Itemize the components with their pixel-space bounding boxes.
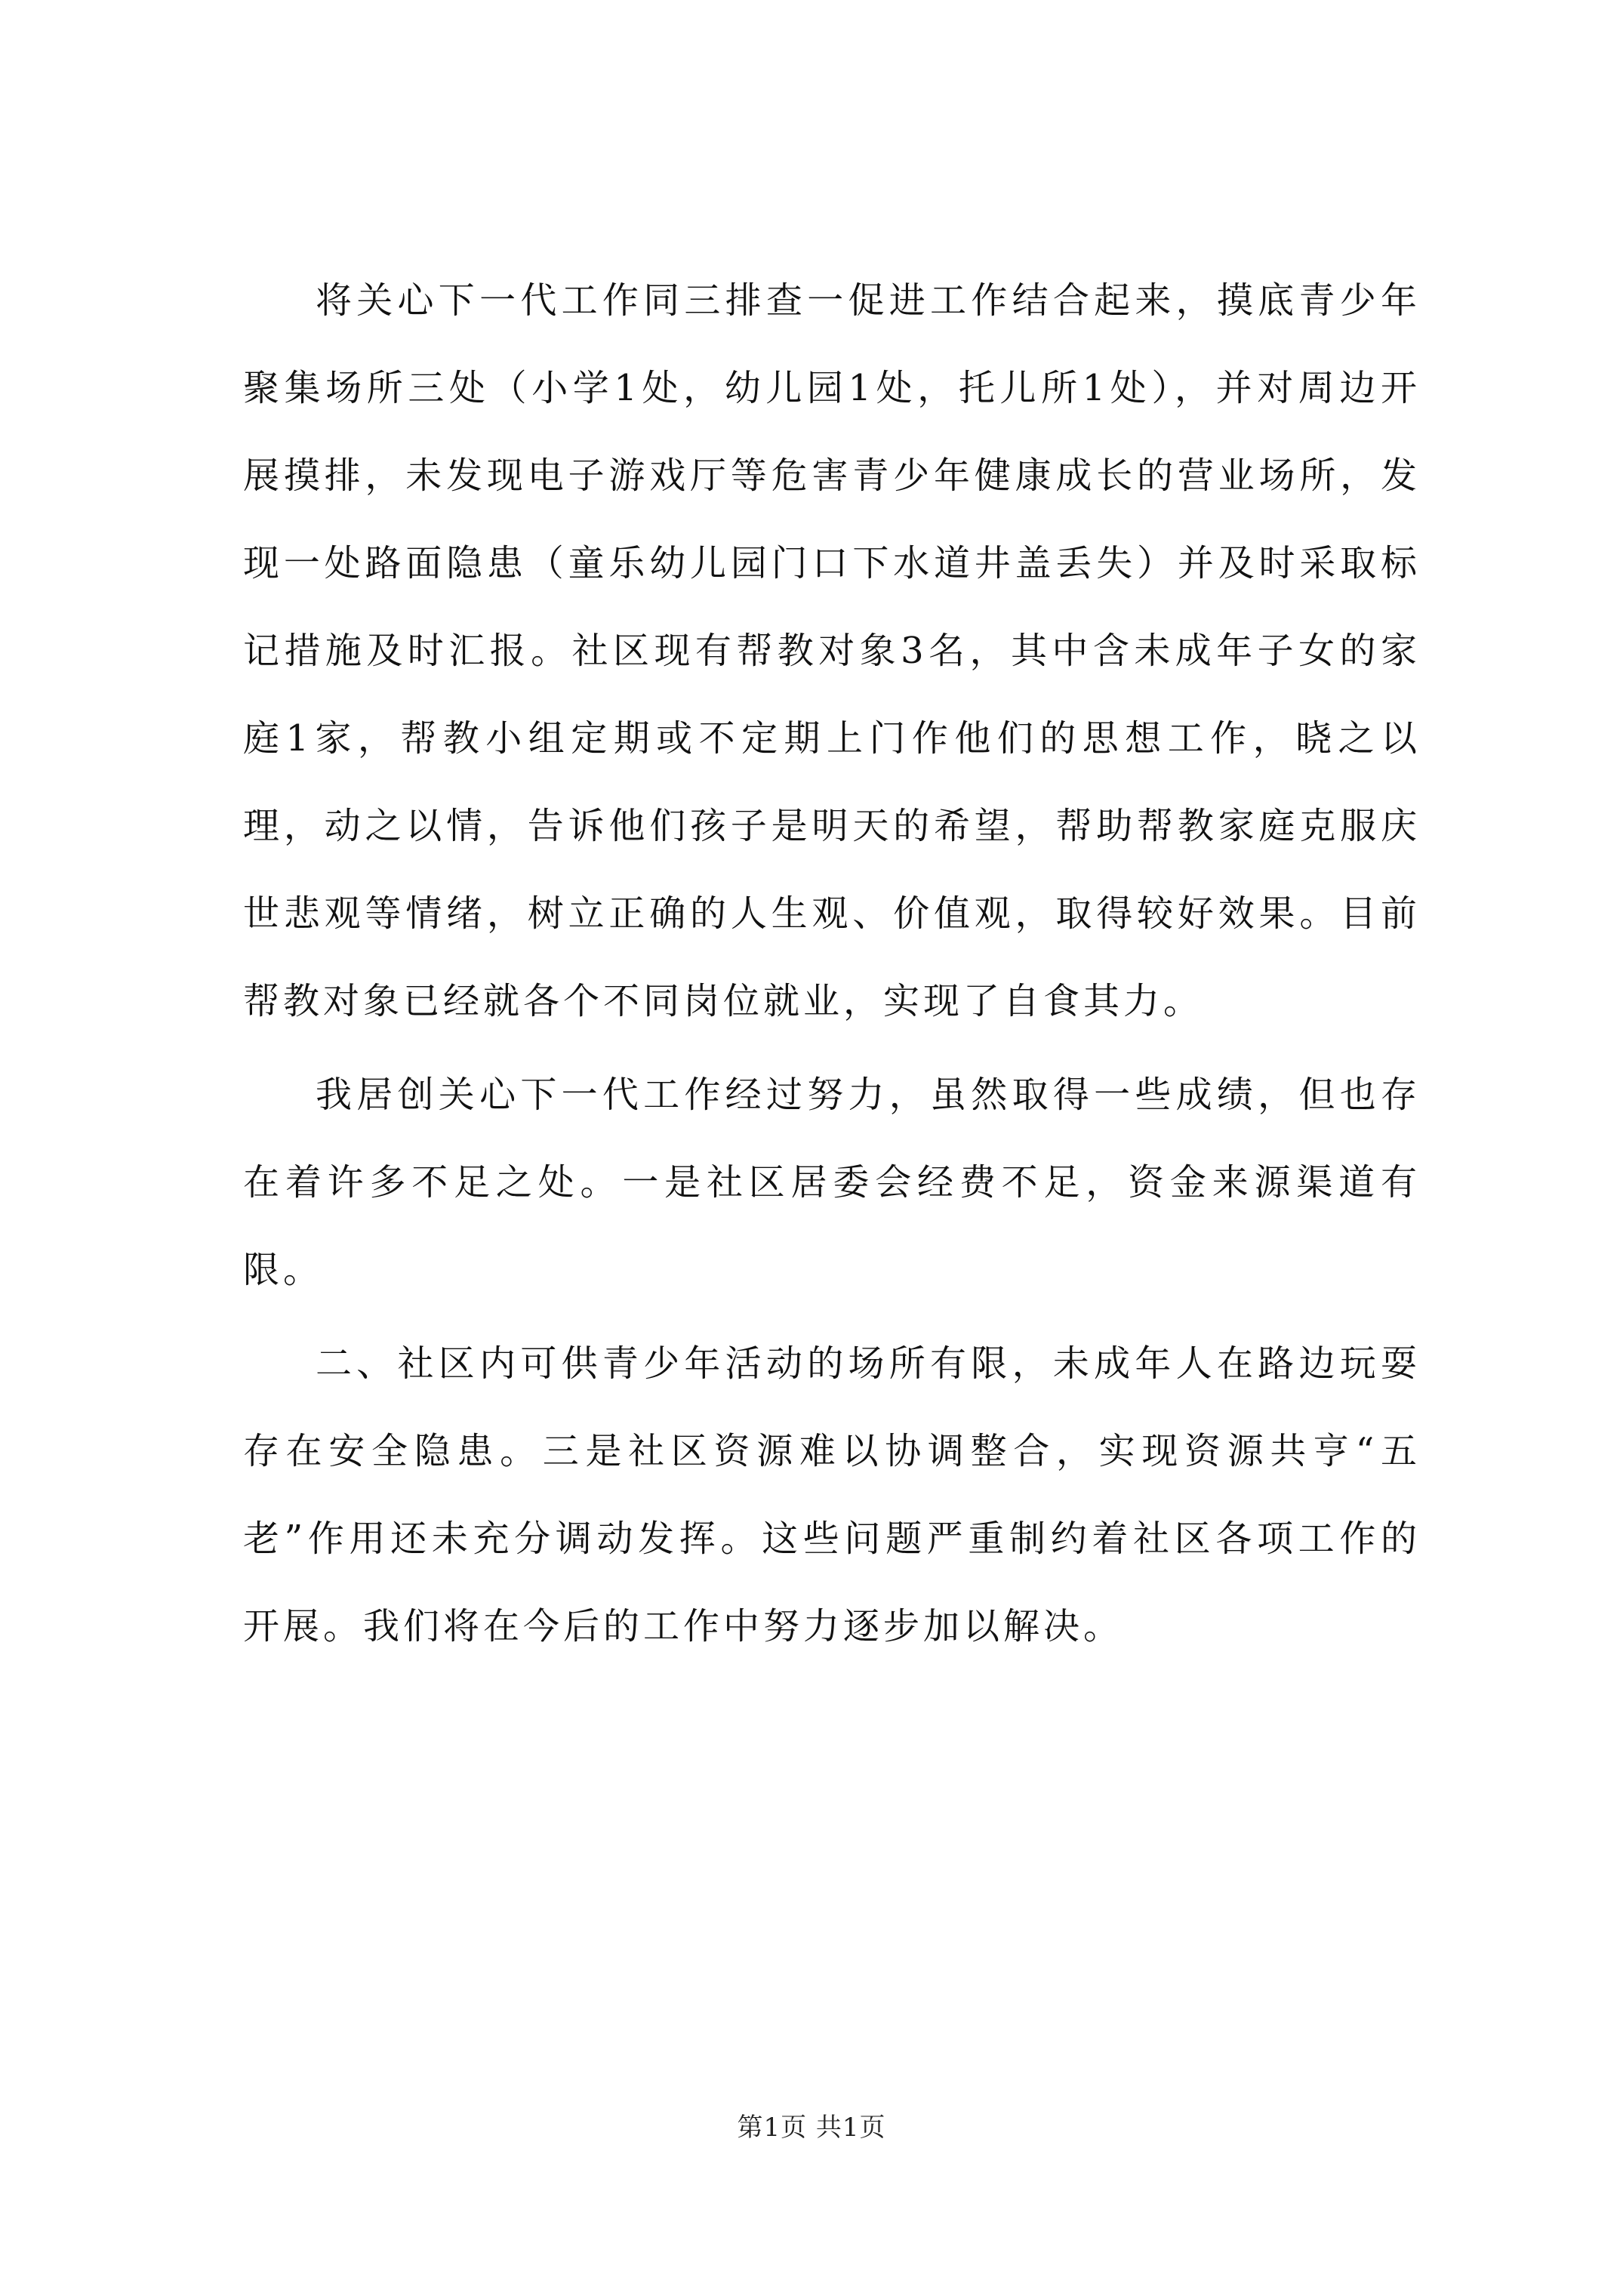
document-body	[243, 257, 1421, 1676]
page-number-footer: 第1页 共1页	[737, 2113, 886, 2143]
paragraph-youth-work: 将关心下一代工作同三排查一促进工作结合起来，摸底青少年聚集场所三处（小学1处，幼儿园1处，托儿所1处），并对周边开展摸排，未发现电子游戏厅等危害青少年健康成长的营业场所，发现一处路面隐患（童乐幼儿园门口下水道井盖丢失）并及时采取标记措施及时汇报。社区现有帮教对象3名，其中含未成年子女的家庭1家，帮教小组定期或不定期上门作他们的思想工作，晓之以理，动之以情，告诉他们孩子是明天的希望，帮助帮教家庭克服庆世悲观等情绪，树立正确的人生观、价值观，取得较好效果。目前帮教对象已经就各个不同岗位就业，实现了自食其力。	[243, 279, 1421, 1022]
paragraph-shortcomings: 我居创关心下一代工作经过努力，虽然取得一些成绩，但也存在着许多不足之处。一是社区居委会经费不足，资金来源渠道有限。	[243, 1074, 1421, 1291]
paragraph-problems: 二、社区内可供青少年活动的场所有限，未成年人在路边玩耍存在安全隐患。三是社区资源难以协调整合，实现资源共亨“五老”作用还未充分调动发挥。这些问题严重制约着社区各项工作的开展。我们将在今后的工作中努力逐步加以解决。	[243, 1342, 1421, 1647]
